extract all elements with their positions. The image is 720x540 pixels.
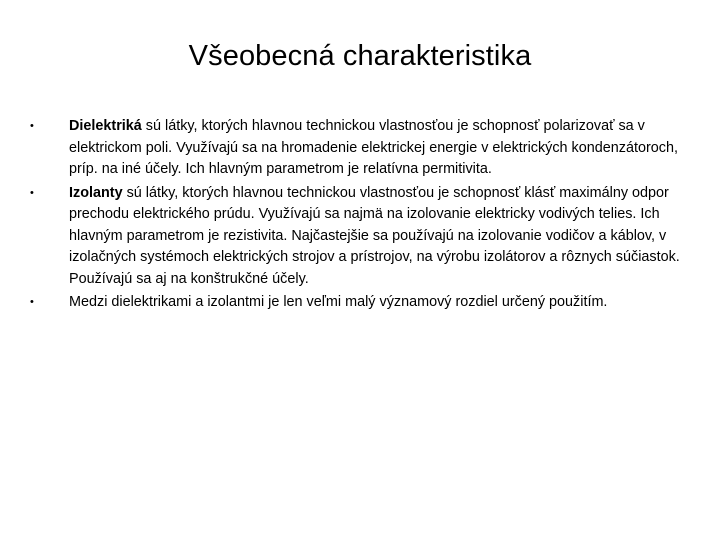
bullet-item-dielektrika [30,116,690,181]
bullet-dot-icon: • [30,120,34,132]
bullet-term: Izolanty [69,184,123,201]
bullet-item-izolanty [30,183,690,291]
bullet-dot-icon: • [30,296,34,308]
bullet-text: Medzi dielektrikami a izolantmi je len veľmi malý významový rozdiel určený použitím. [69,294,608,310]
bullet-text: sú látky, ktorých hlavnou technickou vlastnosťou je schopnosť polarizovať sa v elektrickom poli. Využívajú sa na hromadenie elektrickej energie v elektrických kondenzátoroch, príp. na iné účely. Ich hlavným parametrom je relatívna permitivita. [69,118,678,177]
bullet-item-rozdiel [30,292,690,314]
bullet-list [30,116,690,316]
bullet-dot-icon: • [30,186,34,199]
bullet-term: Dielektriká [69,118,142,134]
slide-title: Všeobecná charakteristika [188,40,532,72]
bullet-text: sú látky, ktorých hlavnou technickou vlastnosťou je schopnosť klásť maximálny odpor prechodu elektrického prúdu. Využívajú sa najmä na izolovanie elektricky vodivých telies. Ich hlavným parametrom je rezistivita. Najčastejšie sa používajú na izolovanie vodičov a káblov, v izolačných systémoch elektrických strojov a prístrojov, na výrobu izolátorov a rôznych súčiastok. Používajú sa aj na konštrukčné účely. [69,184,680,287]
